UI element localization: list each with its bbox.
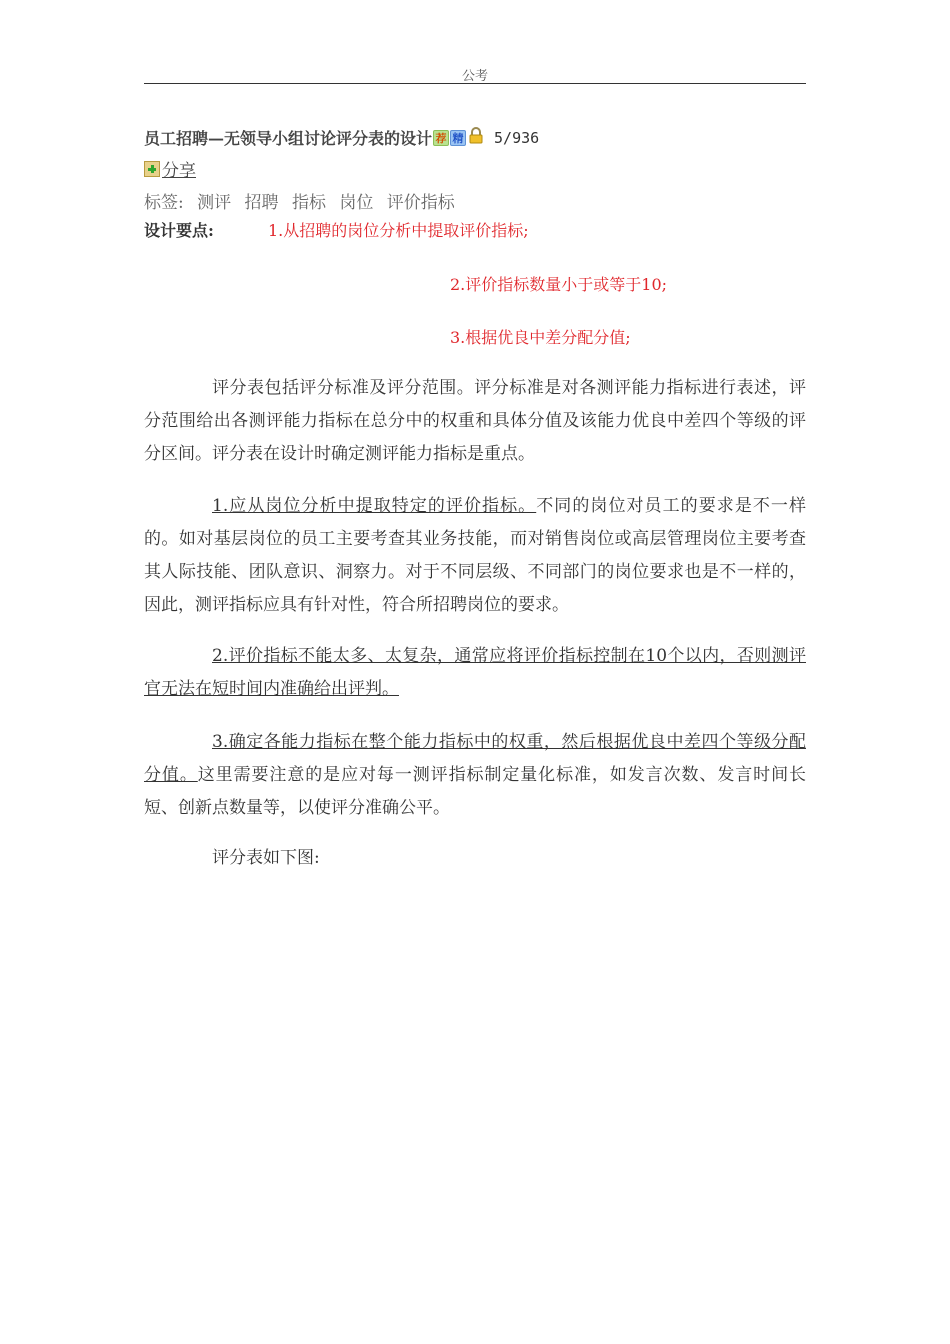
recommend-badge-icon: 荐 [433, 130, 449, 146]
article-title-row [144, 126, 539, 149]
share-plus-icon [144, 161, 160, 177]
view-count: 5/936 [494, 128, 540, 147]
tag-item[interactable]: 测评 [197, 193, 232, 213]
key-point-3: 3.根据优良中差分配分值; [450, 328, 631, 347]
paragraph-point-1-body: 不同的岗位对员工的要求是不一样的。如对基层岗位的员工主要考查其业务技能，而对销售岗位或高层管理岗位主要考查其人际技能、团队意识、洞察力。对于不同层级、不同部门的岗位要求也是不一样的，因此，测评指标应具有针对性，符合所招聘岗位的要求。 [144, 496, 806, 615]
header-divider [144, 83, 806, 84]
share-link[interactable] [144, 156, 196, 181]
page-header: 公考 [461, 69, 488, 84]
tag-item[interactable]: 指标 [291, 193, 326, 213]
paragraph-point-2 [144, 640, 806, 706]
paragraph-table-intro: 评分表如下图: [212, 848, 320, 868]
key-point-2: 2.评价指标数量小于或等于10; [450, 275, 668, 294]
paragraph-point-3 [144, 726, 806, 825]
key-points-label: 设计要点: [144, 221, 214, 240]
share-label[interactable]: 分享 [162, 161, 196, 181]
lock-icon [468, 127, 484, 148]
paragraph-point-1 [144, 490, 806, 622]
paragraph-point-1-heading: 1.应从岗位分析中提取特定的评价指标。 [212, 496, 537, 516]
paragraph-point-2-heading: 2.评价指标不能太多、太复杂，通常应将评价指标控制在10个以内，否则测评官无法在短时间内准确给出评判。 [144, 646, 806, 699]
tag-item[interactable]: 评价指标 [386, 193, 455, 213]
tags-label: 标签: [144, 193, 184, 213]
article-title: 员工招聘—无领导小组讨论评分表的设计 [144, 129, 433, 148]
tags-row [144, 188, 463, 213]
paragraph-intro: 评分表包括评分标准及评分范围。评分标准是对各测评能力指标进行表述，评分范围给出各测评能力指标在总分中的权重和具体分值及该能力优良中差四个等级的评分区间。评分表在设计时确定测评能力指标是重点。 [144, 378, 806, 464]
tag-item[interactable]: 岗位 [339, 193, 374, 213]
featured-badge-icon: 精 [450, 130, 466, 146]
paragraph-point-3-heading: 3.确定各能力指标在整个能力指标中的权重，然后根据优良中差四个等级分配分值。 [144, 732, 806, 785]
key-point-1: 1.从招聘的岗位分析中提取评价指标; [268, 221, 529, 240]
tag-item[interactable]: 招聘 [244, 193, 279, 213]
paragraph-point-3-body: 这里需要注意的是应对每一测评指标制定量化标准，如发言次数、发言时间长短、创新点数量等，以使评分准确公平。 [144, 765, 806, 818]
